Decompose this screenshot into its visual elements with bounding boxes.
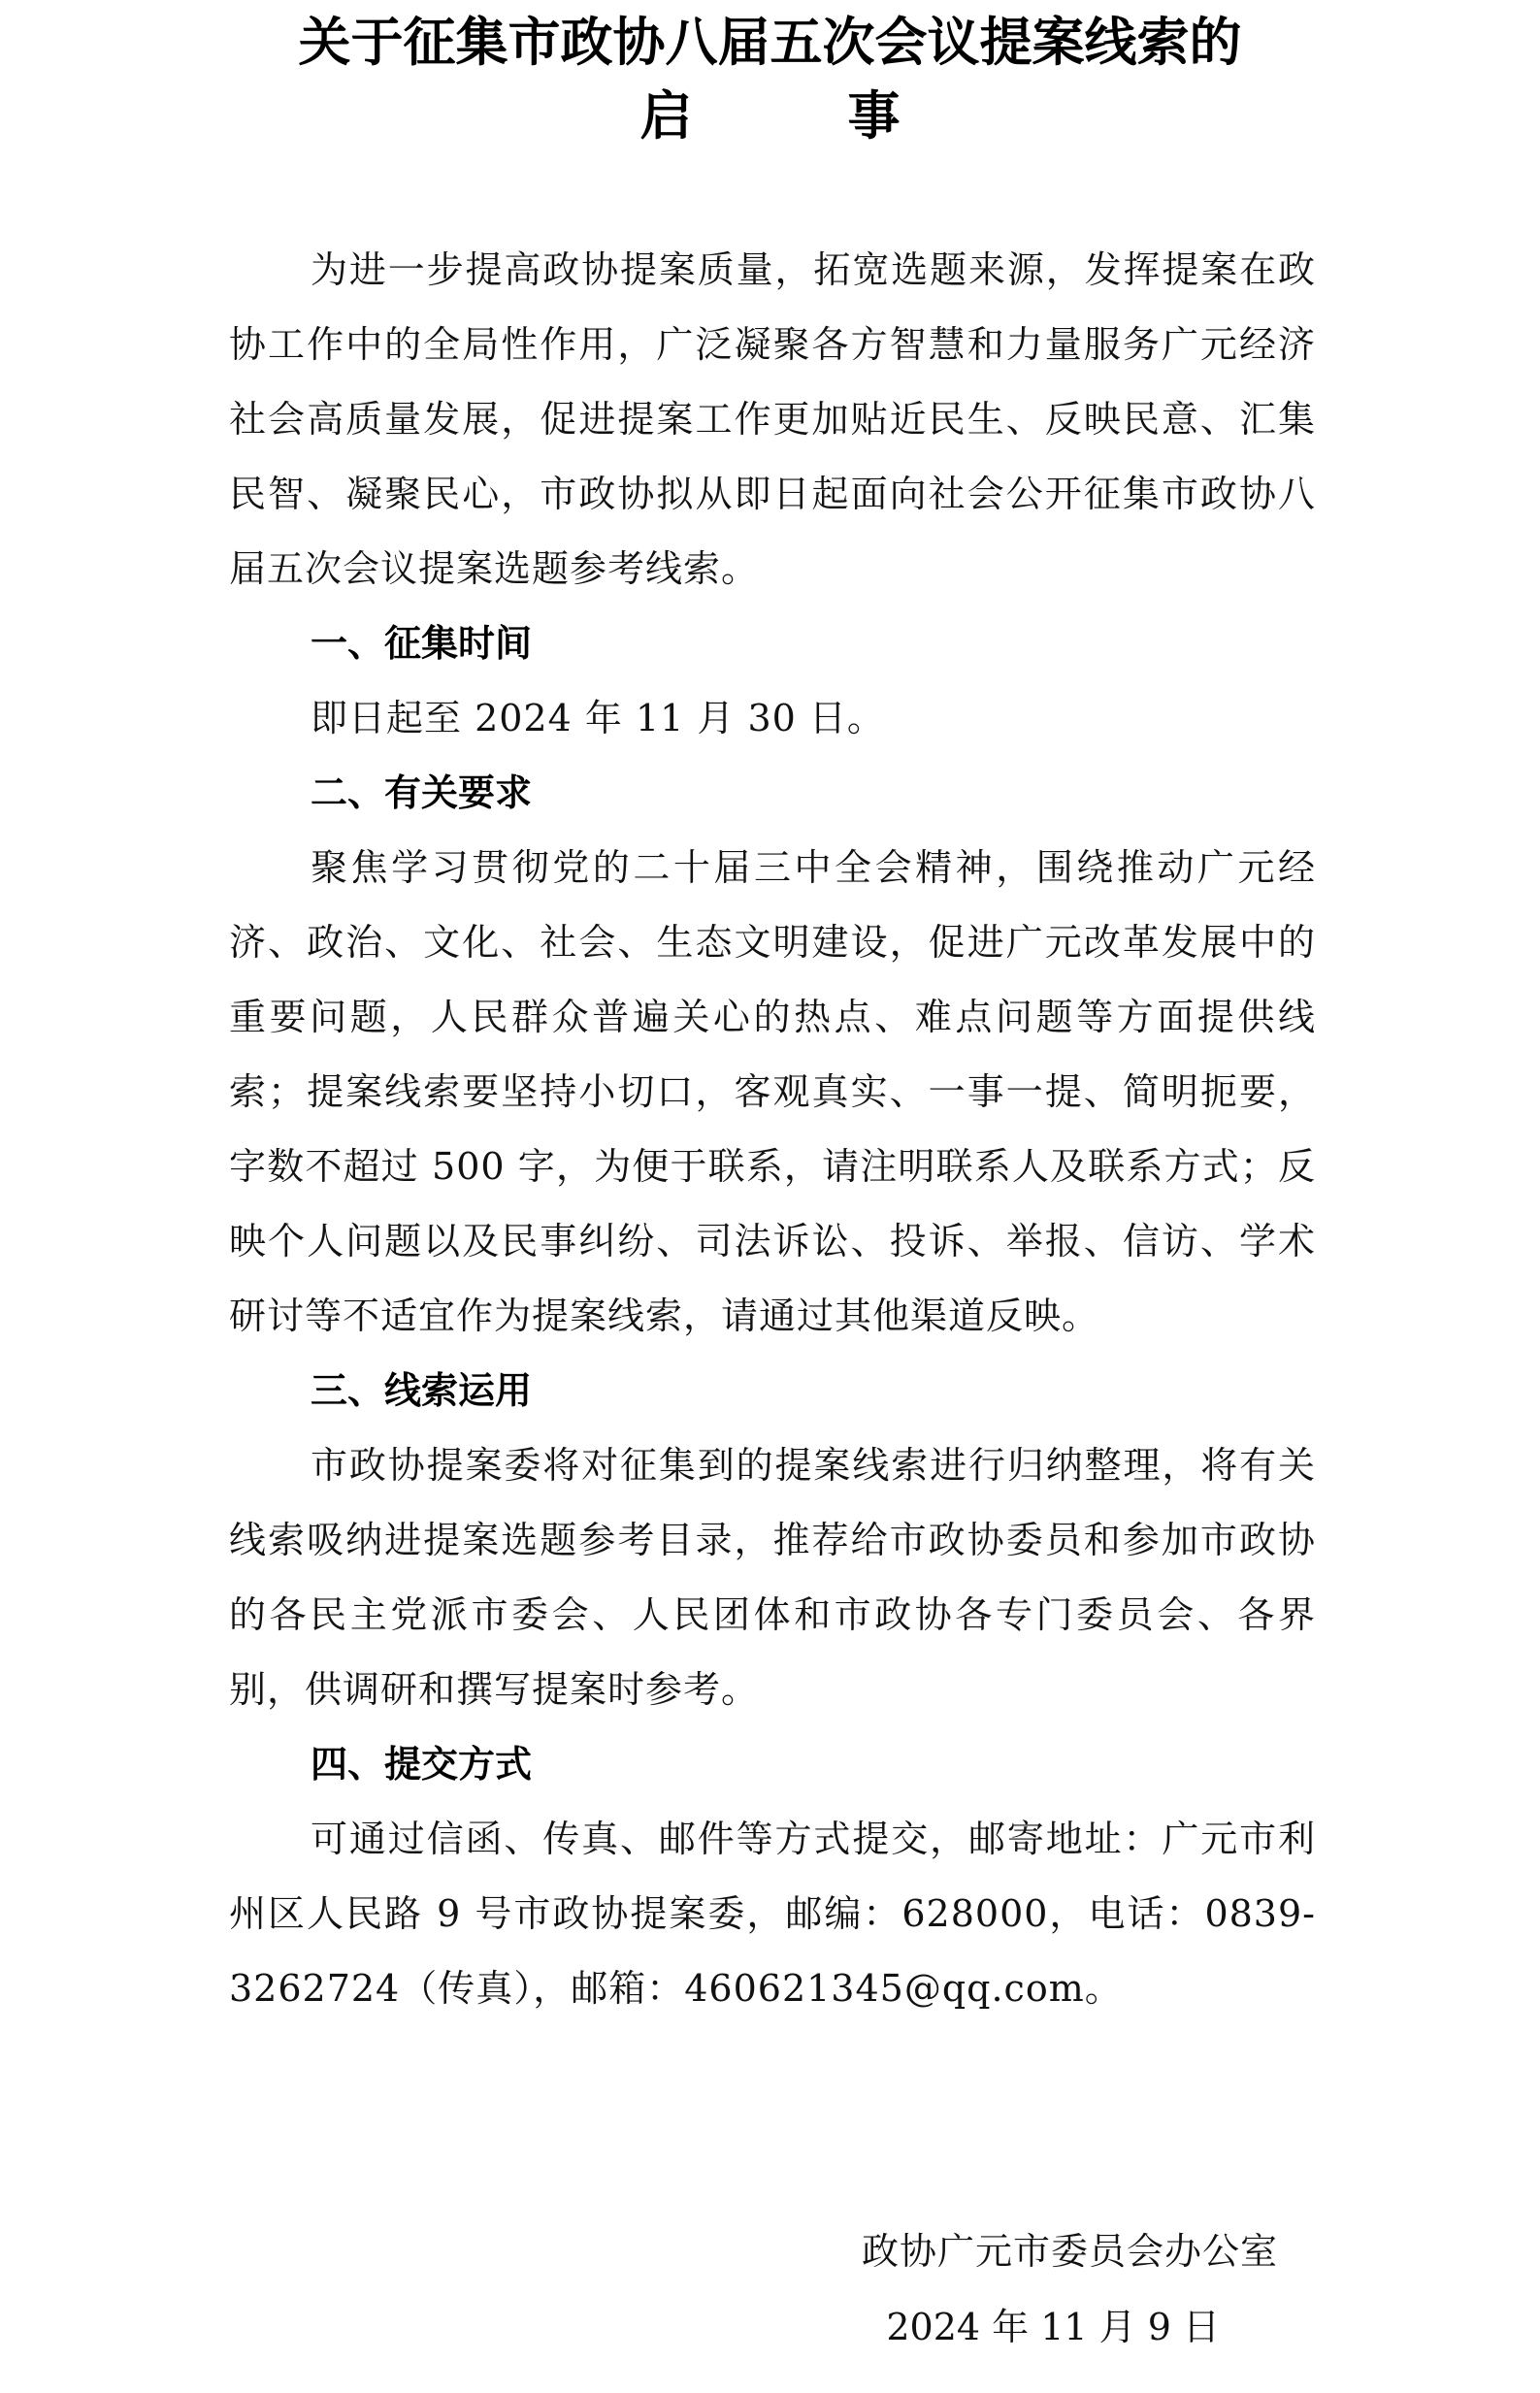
- document-body: [229, 233, 1316, 2026]
- signature-organization: 政协广元市委员会办公室: [861, 2230, 1278, 2273]
- section-text-submission: 可通过信函、传真、邮件等方式提交，邮寄地址：广元市利州区人民路 9 号市政协提案委，邮编：628000，电话：0839-3262724（传真），邮箱：460621345@qq.com。: [229, 1818, 1316, 2010]
- document-title-suffix: 启事: [639, 84, 1056, 147]
- section-text-time: 即日起至 2024 年 11 月 30 日。: [311, 697, 885, 739]
- section-heading-time: 一、征集时间: [311, 622, 533, 665]
- section-text-usage: 市政协提案委将对征集到的提案线索进行归纳整理，将有关线索吸纳进提案选题参考目录，推荐给市政协委员和参加市政协的各民主党派市委会、人民团体和市政协各专门委员会、各界别，供调研和撰写提案时参考。: [229, 1444, 1316, 1711]
- section-text-requirements: 聚焦学习贯彻党的二十届三中全会精神，围绕推动广元经济、政治、文化、社会、生态文明建设，促进广元改革发展中的重要问题，人民群众普遍关心的热点、难点问题等方面提供线索；提案线索要坚持小切口，客观真实、一事一提、简明扼要，字数不超过 500 字，为便于联系，请注明联系人及联系方式；反映个人问题以及民事纠纷、司法诉讼、投诉、举报、信访、学术研讨等不适宜作为提案线索，请通过其他渠道反映。: [229, 846, 1316, 1337]
- intro-paragraph: 为进一步提高政协提案质量，拓宽选题来源，发挥提案在政协工作中的全局性作用，广泛凝聚各方智慧和力量服务广元经济社会高质量发展，促进提案工作更加贴近民生、反映民意、汇集民智、凝聚民心，市政协拟从即日起面向社会公开征集市政协八届五次会议提案选题参考线索。: [229, 248, 1316, 590]
- section-heading-submission: 四、提交方式: [311, 1743, 533, 1786]
- signature-date: 2024 年 11 月 9 日: [886, 2306, 1220, 2348]
- section-heading-requirements: 二、有关要求: [311, 771, 533, 814]
- document-title: 关于征集市政协八届五次会议提案线索的: [298, 11, 1242, 73]
- section-heading-usage: 三、线索运用: [311, 1369, 533, 1412]
